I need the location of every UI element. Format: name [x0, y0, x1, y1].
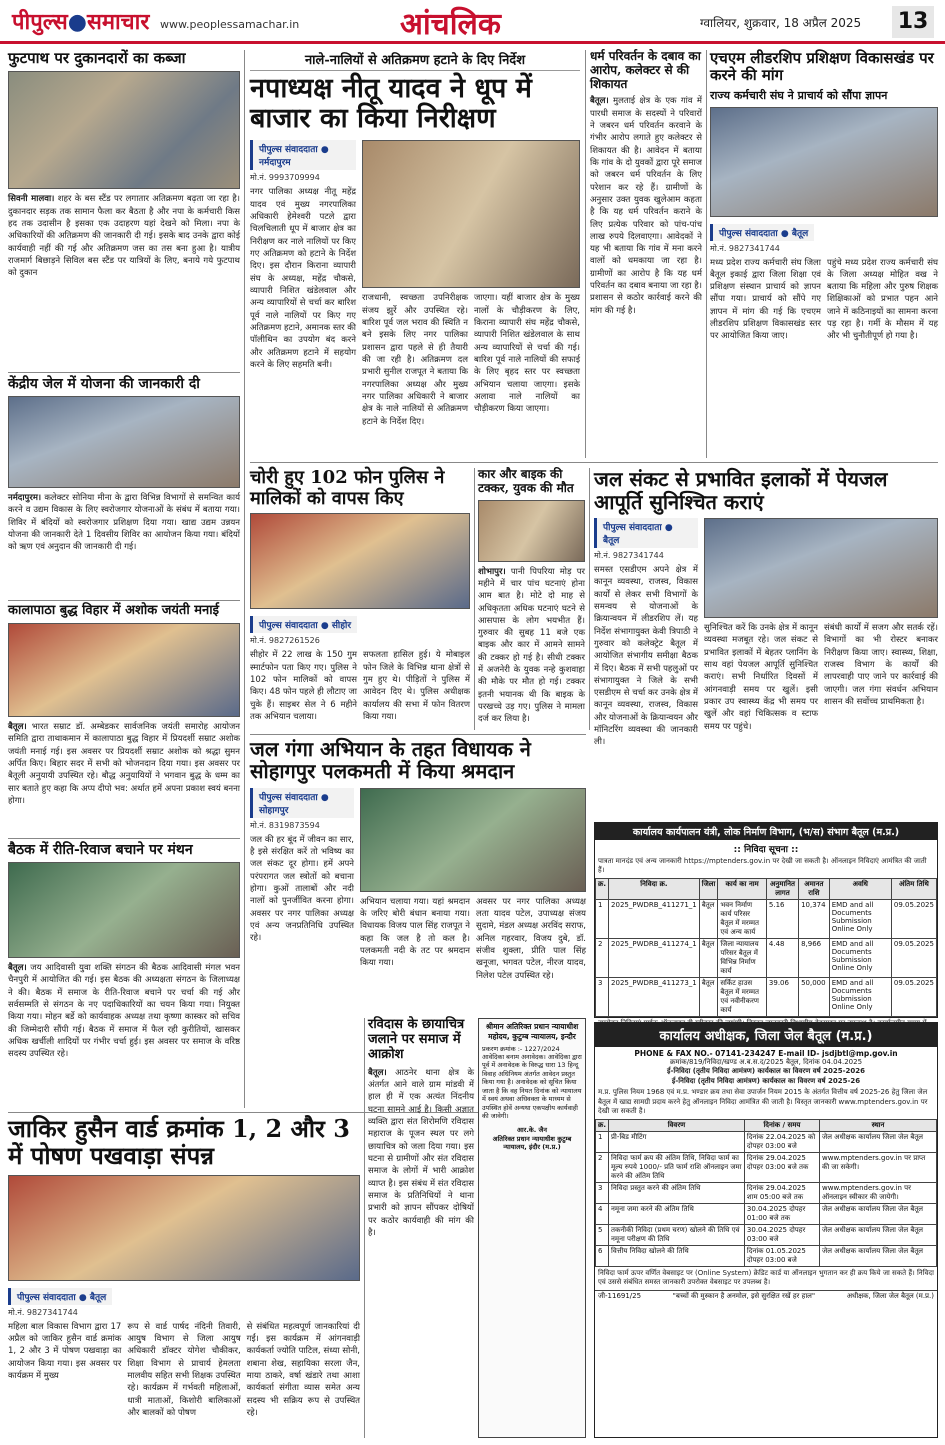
jail-table-row	[596, 1245, 937, 1266]
article-byline: पीपुल्स संवाददाता ● सोहागपुर	[250, 788, 354, 818]
article-text: समस्त एसडीएम अपने क्षेत्र में कानून व्यवस्था, राजस्व, विकास कार्यों से लेकर सभी विभागों के समन्वय से योजनाओं के क्रियान्वयन में लीडरशिप लें। यह निर्देश संभागायुक्त केवी त्रिपाठी ने गुरुवार को कलेक्ट्रेट बैतूल में आयोजित संभागीय समीक्षा बैठक में दिए। बैठक में सभी पहलुओं पर संभागायुक्त ने जिले के सभी एसडीएम से चर्चा कर उनके क्षेत्र में कानून व्यवस्था, राजस्व, विकास और योजनाओं के क्रियान्वयन और मॉनिटरिंग व्यवस्था की जानकारी ली।	[594, 565, 698, 748]
pwd-table-cell: भवन निर्माण कार्य परिसर बैतूल में मरम्मत एवं अन्य कार्य	[718, 899, 767, 938]
jail-table-cell: 4	[596, 1203, 609, 1224]
jail-table-cell: नमूना जमा करने की अंतिम तिथि	[609, 1203, 745, 1224]
article-text-2: राजधानी, स्वच्छता उपनिरीक्षक संजय झुर्रे और उपस्थित रहे। बारिश पूर्व जल भराव की स्थिति न बने इसके लिए नगर पालिका प्रशासन द्वारा पहले से ही तैयारी की जा रही है। अतिक्रमण दल प्रभारी सुनील राजपूत ने बताया कि नगरपालिका अध्यक्ष और मुख्य नगर पालिका अधिकारी ने बाजार क्षेत्र के नाले नालियों से अतिक्रमण हटाने के निर्देश दिए।	[362, 293, 468, 427]
article-text: शहर के बस स्टैंड पर लगातार अतिक्रमण बढ़ता जा रहा है। दुकानदार सड़क तक सामान फैला कर बैठता है और नपा के कर्मचारी किस हद तक उदासीन है इसका एक उदाहरण यहां देखने को मिला। नपा के अधिकारियों की अतिक्रमण की जानकारी दी गई। इसके बाद उनके द्वारा कोई कार्यवाही नहीं की गई और अतिक्रमण जस का तस बना हुआ है। यात्रीय राजमार्ग बिछाड़ने सिविल बस स्टैंड पर यात्रियों के लिए, बनाये गये फुटपाथ को दुकान	[8, 194, 240, 279]
pwd-table-row	[596, 938, 937, 977]
article-photo	[8, 862, 240, 958]
jail-table-header-cell: स्थान	[820, 1119, 937, 1131]
article-photo	[478, 500, 585, 562]
article-text: भारत सम्राट डॉ. अम्बेडकर सार्वजनिक जयंती समारोह आयोजन समिति द्वारा ताथाकमान में कालापाठा बुद्ध विहार में प्रियदर्शी सम्राट अशोक जयंती मनाई गई। इस अवसर पर प्रियदर्शी सम्राट अशोक को श्रद्धा सुमन अर्पित किए।	[8, 721, 240, 769]
jail-table-cell: 5	[596, 1224, 609, 1245]
article-text-3: संबंधी कार्यों में सजग और सतर्क रहें। विभागों का भी रोस्टर बनाकर निरीक्षण किया जाए। स्वास्थ्य, शिक्षा, राजस्व विभाग के कार्यों की लापरवाही पाए जाने पर कार्रवाई की जाएगी। जल गंगा संवर्धन अभियान शासन की सर्वोच्च प्राथमिकता है।	[824, 623, 938, 707]
pwd-table-header-row	[596, 878, 937, 899]
pwd-table-header-cell: अवधि	[829, 878, 891, 899]
ad-footer-code: जी-11691/25	[598, 1291, 642, 1300]
pwd-table-header-cell: अमानत राशि	[799, 878, 830, 899]
jail-table-cell: जेल अधीक्षक कार्यालय जिला जेल बैतूल	[820, 1131, 937, 1152]
article-text: मध्य प्रदेश राज्य कर्मचारी संघ जिला बैतूल इकाई द्वारा जिला शिक्षा एवं प्रशिक्षण संस्थान प्राचार्य को ज्ञापन सौंपा गया। प्राचार्य को सौंपे गए ज्ञापन में मांग की गई कि एचएम लीडरशिप प्रशिक्षण विकासखंड स्तर पर आयोजित किया जाए।	[710, 257, 821, 342]
article-photo	[8, 623, 240, 717]
article-central-jail	[8, 376, 240, 598]
article-text: नगर पालिका अध्यक्ष नीतू महेंद्र यादव एवं मुख्य नगरपालिका अधिकारी हेमेश्वरी पटले द्वारा चिलचिलाती धूप में बाजार क्षेत्र का निरीक्षण कर नाले नालियों पर किए गए अतिक्रमण को हटाने के निर्देश दिए। इस दौरान किराना व्यापारी संघ के अध्यक्ष, महेंद्र चौकसे, व्यापारी निशित खंडेलवाल और अन्य व्यापारियों से चर्चा कर बारिश पूर्व नाले नालियों पर किए गए अतिक्रमण हटाने, अमानक स्तर की पॉलीथिन का उपयोग बंद करने और अतिक्रमण हटाने में सहयोग करने के लिए सहमति बनी।	[250, 187, 356, 370]
jail-table-cell: 3	[596, 1182, 609, 1203]
article-body	[8, 721, 240, 807]
ad-subtitle-2: ई-निविदा (तृतीय निविदा आमंत्रण) कार्यकाल का विवरण वर्ष 2025-26	[671, 1076, 861, 1085]
website-link[interactable]: www.peoplessamachar.in	[160, 18, 300, 31]
jail-table-cell: निविदा प्रस्तुत करने की अंतिम तिथि	[609, 1182, 745, 1203]
article-text: मुलताई क्षेत्र के एक गांव में पारधी समाज के सदस्यों ने परिवारों ने जबरन धर्म परिवर्तन करवाने के गंभीर आरोप लगाते हुए कलेक्टर से शिकायत की है। आवेदन में बताया कि गांव के दो युवकों द्वारा पूरे समाज को जबरन धर्म परिवर्तन के लिए परेशान कर रहे हैं। ग्रामीणों के अनुसार उक्त युवक खुलेआम कहता है कि यह धर्म परिवर्तन कराने के लिए प्रत्येक परिवार को पांच-पांच लाख रुपये दिलवाएगा। आवेदकों ने यह भी बताया कि गांव में मना करने वालों को धमकाया जा रहा है। ग्रामीणों का आरोप है कि यह धर्म परिवर्तन का दबाव बनाया जा रहा है। प्रशासन से कठोर कार्रवाई करने की मांग की गई है।	[590, 96, 703, 316]
ad-contact: PHONE & FAX NO.- 07141-234247 E-mail ID- jsdjbtl@mp.gov.in	[634, 1049, 898, 1058]
jail-table-cell: जेल अधीक्षक कार्यालय जिला जेल बैतूल	[820, 1203, 937, 1224]
article-text-2: खाद्य उद्यम उन्नयन योजना की जानकारी देते 1 दिवसीय शिविर का आयोजन किया गया। बंदियों को ऋण एवं अनुदान की जानकारी दी गई।	[8, 517, 240, 553]
article-jal-ganga	[250, 738, 586, 1014]
newspaper-logo[interactable]	[12, 6, 149, 36]
article-headline: केंद्रीय जेल में योजना की जानकारी दी	[8, 376, 200, 392]
article-photo	[8, 71, 240, 189]
pwd-table-cell: EMD and all Documents Submission Online Only	[829, 938, 891, 977]
masthead	[0, 0, 945, 44]
jail-table-row	[596, 1203, 937, 1224]
article-text-2: रूप से वार्ड पार्षद नंदिनी तिवारी, आयुष विभाग से जिला आयुष अधिकारी डॉक्टर योगेश चौकीकर, शिक्षा विभाग से प्राचार्य हेमलता मालवीय सहित सभी शिक्षक उपस्थित रहे। कार्यक्रम में गर्भवती महिलाओं, धात्री माताओं, किशोरी बालिकाओं और बालकों को पोषण	[127, 1321, 241, 1418]
article-body	[8, 492, 240, 554]
jail-table-cell: जेल अधीक्षक कार्यालय जिला जेल बैतूल	[820, 1224, 937, 1245]
jail-table-header-cell: विवरण	[609, 1119, 745, 1131]
article-photo	[8, 1175, 360, 1281]
ad-subtitle: :: निविदा सूचना ::	[733, 845, 799, 855]
article-nagar-nirikshan	[250, 50, 580, 458]
article-text: कलेक्टर सोनिया मीना के द्वारा विभिन्न विभागों से समन्वित कार्य करने व उद्यम विकास के लिए स्वरोजगार योजनाओं के संबंध में बताया गया। शिविर में बंदियों को स्वरोजगार प्रशिक्षण दिया गया।	[8, 493, 241, 528]
column-rule	[474, 468, 475, 730]
article-body	[8, 193, 240, 279]
jail-table-cell: 1	[596, 1131, 609, 1152]
pwd-table-cell: EMD and all Documents Submission Online Only	[829, 977, 891, 1016]
pwd-table-header-cell: अनुमानित लागत	[766, 878, 798, 899]
ad-table	[595, 1119, 937, 1267]
jail-table-cell: दिनांक 29.04.2025 शाम 05:00 बजे तक	[744, 1182, 819, 1203]
pwd-table-cell: बैतूल	[699, 977, 718, 1016]
jail-table-row	[596, 1182, 937, 1203]
ad-note: निविदा फार्म ऊपर वर्णित वेबसाइट पर (Online System) क्रेडिट कार्ड या ऑनलाइन भुगतान कर ही क्रय किये जा सकते हैं। निविदा एवं उससे संबंधित समस्त जानकारी उपरोक्त वेबसाइट पर उपलब्ध है।	[598, 1268, 934, 1287]
article-headline: नपाध्यक्ष नीतू यादव ने धूप में बाजार का किया निरीक्षण	[250, 73, 532, 135]
logo-right-text: समाचार	[86, 9, 150, 35]
ad-ref: क्रमांक/819/निविदा/खण्ड अ.ब.स.द/2025 बैतूल, दिनांक 04.04.2025	[669, 1058, 863, 1066]
article-text: महिला बाल विकास विभाग द्वारा 17 अप्रैल को जाकिर हुसैन वार्ड क्रमांक 1, 2 और 3 में पोषण पखवाड़ा का आयोजन किया गया। इस अवसर पर कार्यक्रम में मुख्य	[8, 1321, 122, 1381]
article-lead: बैतूल।	[8, 963, 27, 974]
ad-jail-tender	[594, 1022, 938, 1438]
jail-table-cell: www.mptenders.gov.in पर ऑनलाइन स्वीकार की जायेगी।	[820, 1182, 937, 1203]
article-photo	[704, 518, 938, 618]
pwd-table-cell: 4.48	[766, 938, 798, 977]
ad-pwd-tender	[594, 822, 938, 1018]
pwd-table-cell: 3	[596, 977, 609, 1016]
pwd-table-cell: 5.16	[766, 899, 798, 938]
pwd-table-cell: 2025_PWDRB_411271_1	[609, 899, 700, 938]
article-body	[478, 566, 585, 726]
pwd-table-cell: 50,000	[799, 977, 830, 1016]
article-body	[368, 1067, 474, 1239]
pwd-table-cell: EMD and all Documents Submission Online Only	[829, 899, 891, 938]
section-title: आंचलिक	[400, 7, 501, 42]
ad-subtitle-1: ई-निविदा (तृतीय निविदा आमंत्रण) कार्यकाल का विवरण वर्ष 2025-2026	[667, 1067, 865, 1076]
article-jal-sankat	[594, 468, 938, 818]
pwd-table-header-cell: जिला	[699, 878, 718, 899]
ad-table	[595, 878, 937, 1017]
jail-table-cell: 30.04.2025 दोपहर 03:00 बजे	[744, 1224, 819, 1245]
divider	[250, 462, 938, 463]
pwd-table-header-cell: निविदा क्र.	[609, 878, 700, 899]
article-byline: पीपुल्स संवाददाता ● बैतूल	[594, 518, 698, 548]
article-headline: एचएम लीडरशिप प्रशिक्षण विकासखंड पर करने की मांग	[710, 49, 934, 85]
article-byline: पीपुल्स संवाददाता ● बैतूल	[8, 1288, 112, 1305]
article-byline: पीपुल्स संवाददाता ● बैतूल	[710, 224, 814, 241]
article-text: सीहोर में 22 लाख के 150 गुम स्मार्टफोन पता किए गए। पुलिस ने 102 फोन मालिकों को वापस किए। 48 फोन पहले ही लौटाए जा चुके हैं। साइबर सेल ने 6 महीने तक अभियान चलाया।	[250, 650, 357, 722]
article-byline: पीपुल्स संवाददाता ● नर्मदापुरम	[250, 140, 356, 170]
article-mobile: मो.नं. 9827341744	[8, 1307, 78, 1317]
article-lead: शोभापुर।	[478, 566, 506, 577]
legal-title: श्रीमान अतिरिक्त प्रधान न्यायाधीश महोदय, कुटुम्ब न्यायालय, इन्दौर	[485, 1022, 579, 1041]
article-headline: जाकिर हुसैन वार्ड क्रमांक 1, 2 और 3 में पोषण पखवाड़ा संपन्न	[8, 1114, 350, 1170]
column-rule	[589, 468, 590, 730]
article-body	[8, 962, 240, 1061]
article-headline: चोरी हुए 102 फोन पुलिस ने मालिकों को वापस किए	[250, 467, 445, 509]
column-rule	[706, 50, 707, 458]
article-text: जय आदिवासी युवा शक्ति संगठन की बैठक आदिवासी मंगल भवन चैनपुरी में आयोजित की गई। इस बैठक की अध्यक्षता संगठन के जिलाध्यक्ष ने की। बैठक में समाज के रीति-रिवाज बचाने पर चर्चा की गई और सर्वसम्मति से संगठन के नए पदाधिकारियों का चयन किया गया।	[8, 963, 241, 1011]
divider	[8, 600, 240, 601]
article-text-3: जाएगा। यहीं बाजार क्षेत्र के मुख्य नालों के चौड़ीकरण के लिए, किराना व्यापारी संघ महेंद्र चौकसे, व्यापारी निशित खंडेलवाल के साथ अन्य व्यापारियों से चर्चा की गई। बारिश पूर्व नाले नालियों की सफाई के लिए बृहद स्तर पर स्वच्छता अभियान चलाया जाएगा। इसके अलावा नाले नालियों का चौड़ीकरण किया जाएगा।	[474, 293, 580, 415]
article-headline: बैठक में रीति-रिवाज बचाने पर मंथन	[8, 842, 193, 858]
article-poshan-pakhwada	[8, 1116, 360, 1438]
pwd-table-header-cell: अंतिम तिथि	[891, 878, 936, 899]
legal-notice-court	[478, 1018, 586, 1438]
logo-left-text: पीपुल्स	[12, 9, 68, 35]
article-dharm-parivartan	[590, 50, 702, 458]
dateline: ग्वालियर, शुक्रवार, 18 अप्रैल 2025	[700, 16, 862, 30]
divider	[8, 838, 240, 839]
jail-table-cell: प्री-बिड मीटिंग	[609, 1131, 745, 1152]
article-photo	[8, 396, 240, 488]
column-rule	[244, 50, 245, 1108]
ad-intro: पात्रता मानदंड एवं अन्य जानकारी https://mptenders.gov.in पर देखी जा सकती है। ऑनलाइन निविदाएं आमंत्रित की जाती हैं।	[598, 857, 927, 875]
pwd-table-header-cell: कार्य का नाम	[718, 878, 767, 899]
article-mobile: मो.नं. 9827341744	[710, 243, 780, 253]
article-mobile: मो.नं. 9993709994	[250, 173, 320, 183]
article-headline: कार और बाइक की टक्कर, युवक की मौत	[478, 467, 574, 495]
jail-table-header-row	[596, 1119, 937, 1131]
pwd-table-cell: 09.05.2025	[891, 938, 936, 977]
pwd-table-cell: बैतूल	[699, 938, 718, 977]
article-headline: रविदास के छायाचित्र जलाने पर समाज में आक्रोश	[368, 1017, 465, 1062]
article-headline: कालापाठा बुद्ध विहार में अशोक जयंती मनाई	[8, 603, 219, 618]
jail-table-cell: दिनांक 01.05.2025 दोपहर 03:00 बजे	[744, 1245, 819, 1266]
article-photo	[362, 140, 580, 288]
article-text-2: नियुक्त किया गया। मोहन बर्डे को कार्यवाहक अध्यक्ष तथा कृष्णा कास्कर को सचिव की जिम्मेदारी सौंपी गई। बैठक में समाज में फैल रही कुरीतियों, खासकर अधिक खर्चीली शादियों पर गंभीर चर्चा हुई। इस अवसर पर समाज के वरिष्ठ सदस्य उपस्थित रहे।	[8, 1000, 241, 1060]
article-kicker: नाले-नालियों से अतिक्रमण हटाने के दिए निर्देश	[250, 50, 580, 71]
pwd-table-cell: 39.06	[766, 977, 798, 1016]
pwd-table-cell: 09.05.2025	[891, 977, 936, 1016]
divider	[250, 734, 586, 735]
article-text: पानी पिपरिया मोड़ पर महीने में चार पांच घटनाएं होना आम बात है। मोटे दो माह से अधिकृतता अधिक घटनाएं घटने से आसपास के लोग भयभीत हैं। गुरुवार की सुबह 11 बजे एक बाइक और कार में आमने सामने की टक्कर हो गई है। सीधी टक्कर में अजनेरी के युवक नन्हे कुशवाहा की मौके पर मौत हो गई। टक्कर इतनी भयानक थी कि बाइक के परखच्चे उड़ गए। पुलिस ने मामला दर्ज कर लिया है।	[478, 566, 585, 725]
jail-table-cell: दिनांक 22.04.2025 को दोपहर 03:00 बजे	[744, 1131, 819, 1152]
article-photo	[710, 107, 938, 217]
article-photo	[250, 513, 470, 609]
ad-title: कार्यालय अधीक्षक, जिला जेल बैतूल (म.प्र.)	[595, 1023, 937, 1047]
jail-table-cell: तकनीकी निविदा (प्रथम चरण) खोलने की तिथि एवं नमूना परीक्षण की तिथि	[609, 1224, 745, 1245]
legal-signature: आर.के. जैन	[517, 1126, 547, 1135]
ad-title: कार्यालय कार्यपालन यंत्री, लोक निर्माण विभाग, (भ/स) संभाग बैतूल (म.प्र.)	[595, 823, 937, 840]
divider	[8, 372, 240, 373]
article-accident	[478, 468, 585, 730]
pwd-table-cell: सर्किट हाउस बैतूल में मरम्मत एवं नवीनीकरण कार्य	[718, 977, 767, 1016]
jail-table-row	[596, 1224, 937, 1245]
pwd-table-row	[596, 977, 937, 1016]
article-photo	[360, 788, 586, 892]
column-rule	[585, 50, 586, 458]
pwd-table-cell: 8,966	[799, 938, 830, 977]
article-lead: बैतूल।	[368, 1067, 387, 1078]
jail-table-cell: दिनांक 29.04.2025 दोपहर 03:00 बजे तक	[744, 1152, 819, 1182]
pwd-table-cell: 09.05.2025	[891, 899, 936, 938]
legal-footer: अतिरिक्त प्रधान न्यायाधीश कुटुम्ब न्यायालय, इंदौर (म.प्र.)	[492, 1134, 572, 1152]
article-riti-riwaj	[8, 842, 240, 1110]
article-text: आठनेर थाना क्षेत्र के अंतर्गत आने वाले ग्राम मांडवी में हाल ही में एक अत्यंत निंदनीय घटना सामने आई है। किसी अज्ञात व्यक्ति द्वारा संत शिरोमणि रविदास महाराज के पूजन स्थल पर लगे छायाचित्र को जला दिया गया। इस घटना से ग्रामीणों और संत रविदास समाज के लोगों में भारी आक्रोश व्याप्त है। इस संबंध में संत रविदास समाज के प्रतिनिधियों ने थाना प्रभारी को ज्ञापन सौंपकर दोषियों पर कठोर कार्यवाही की मांग की है।	[368, 1067, 474, 1238]
jail-table-cell: 30.04.2025 दोपहर 01:00 बजे तक	[744, 1203, 819, 1224]
ad-signatory: अधीक्षक, जिला जेल बैतूल (म.प्र.)	[846, 1291, 934, 1300]
column-rule	[364, 1018, 365, 1438]
article-lead: बैतूल।	[8, 721, 27, 732]
jail-table-cell: 2	[596, 1152, 609, 1182]
article-text-3: से संबंधित महत्वपूर्ण जानकारियां दी गईं। इस कार्यक्रम में आंगनवाड़ी कार्यकर्ता ज्योति पाटिल, संध्या सोनी, शबाना शेख, सहायिका सरला जैन, माया ठाकरे, वर्षा खंडारे तथा आशा कार्यकर्ता संगीता व्यास समेत अन्य सदस्य भी सक्रिय रूप से उपस्थित रहे।	[246, 1321, 360, 1418]
article-hm-leadership	[710, 50, 938, 458]
article-mobile: मो.नं. 9827341744	[594, 551, 664, 560]
jail-table-cell: www.mptenders.gov.in पर प्राप्त की जा सकेगी।	[820, 1152, 937, 1182]
pwd-table-cell: 2	[596, 938, 609, 977]
pwd-table-header-cell: क्र.	[596, 878, 609, 899]
article-lead: सिवनी मालवा।	[8, 194, 55, 205]
article-headline: जल गंगा अभियान के तहत विधायक ने सोहागपुर पलकमती में किया श्रमदान	[250, 737, 531, 784]
article-mobile: मो.नं. 9827261526	[250, 636, 320, 646]
pwd-table-cell: जिला न्यायालय परिसर बैतूल में विभिन्न निर्माण कार्य	[718, 938, 767, 977]
article-subhead: राज्य कर्मचारी संघ ने प्राचार्य को सौंपा ज्ञापन	[710, 88, 888, 102]
article-footpath	[8, 50, 240, 370]
article-headline: जल संकट से प्रभावित इलाकों में पेयजल आपूर्ति सुनिश्चित कराएं	[594, 467, 888, 514]
pwd-table-cell: 1	[596, 899, 609, 938]
article-ravidas	[368, 1018, 474, 1438]
article-stolen-phones	[250, 468, 470, 730]
article-text-2: बिहार सदर में सभी को भोजनदान दिया गया। इस अवसर पर बैतूली अनुयायी उपस्थित रहे। बौद्ध अनुयायियों ने भगवान बुद्ध के धम्म का सार बताते हुए कहा कि अप्प दीपो भव: अर्थात हमें अपना प्रकाश स्वयं बनना होगा।	[8, 758, 241, 806]
pwd-table-cell: बैतूल	[699, 899, 718, 938]
article-text-2: अभियान चलाया गया। यहां श्रमदान के जरिए बोरी बंधान बनाया गया। विधायक विजय पाल सिंह राजपूत ने कहा कि जल है तो कल है। पलकमती नदी के तट पर श्रमदान किया गया।	[360, 896, 470, 969]
pwd-table-cell: 2025_PWDRB_411274_1	[609, 938, 700, 977]
article-headline: धर्म परिवर्तन के दबाव का आरोप, कलेक्टर से की शिकायत	[590, 49, 701, 91]
logo-dot-icon: ●	[67, 9, 87, 35]
article-text: जल की हर बूंद में जीवन का सार, है इसे संरक्षित करें तो भविष्य का जल संकट दूर होगा। हमें अपने परंपरागत जल स्त्रोतों को बचाना होगा। कुओं तालाबों और नदी नालों को पुनर्जीवित करना होगा। अवसर पर नगर पालिका अध्यक्ष एवं अन्य जनप्रतिनिधि उपस्थित रहे।	[250, 834, 354, 944]
article-lead: बैतूल।	[590, 96, 609, 107]
jail-table-cell: जेल अधीक्षक कार्यालय जिला जेल बैतूल	[820, 1245, 937, 1266]
jail-table-row	[596, 1152, 937, 1182]
article-body	[590, 95, 702, 317]
article-text-3: अवसर पर नगर पालिका अध्यक्ष लता यादव पटेल, उपाध्यक्ष संजय सुदामे, मंडल अध्यक्ष अरविंद सराफ, अनिल गहरवार, विजय दुबे, डॉ. संजीव शुक्ला, प्रीति पाल सिंह खनूजा, भगवत पटेल, नीरज यादव, निलेश पटेल उपस्थित रहे।	[476, 896, 586, 981]
jail-table-cell: वित्तीय निविदा खोलने की तिथि	[609, 1245, 745, 1266]
jail-table-row	[596, 1131, 937, 1152]
article-text-2: पहुंचे मध्य प्रदेश राज्य कर्मचारी संघ के जिला अध्यक्ष मोहित वख ने बताया कि महिला और पुरुष शिक्षक शिक्षिकाओं को प्रभात पहन आने जाने में कठिनाइयों का सामना करना पड़ रहा है। गर्मी के मौसम में यह और भी चुनौतीपूर्ण हो गया है।	[827, 257, 938, 342]
article-mobile: मो.नं. 8319873594	[250, 820, 320, 830]
article-headline: फुटपाथ पर दुकानदारों का कब्जा	[8, 49, 186, 67]
article-buddha-vihar	[8, 604, 240, 836]
pwd-table-cell: 2025_PWDRB_411273_1	[609, 977, 700, 1016]
article-text-2: सुनिश्चित करें कि उनके क्षेत्र में कानून व्यवस्था मजबूत रहे। जल संकट से प्रभावित इलाकों में बेहतर प्लानिंग के साथ वहां पेयजल आपूर्ति सुनिश्चित कराएं। सभी निर्धारित दिवसों में आंगनवाड़ी समय पर खुलें। इसी प्रकार उप स्वास्थ्य केंद्र भी समय पर खुलें और वहां चिकित्सक व स्टाफ समय पर पहुंचे।	[704, 623, 818, 732]
jail-table-header-cell: क्र.	[596, 1119, 609, 1131]
ad-slogan: "बच्चों की मुस्कान है अनमोल, इसे सुरक्षित रखें हर हाल"	[672, 1291, 816, 1300]
article-text-2: सफलता हासिल हुई। ये मोबाइल फोन जिले के विभिन्न थाना क्षेत्रों से गुम हुए थे। पीड़ितों ने पुलिस में आवेदन दिए थे। पुलिस अधीक्षक कार्यालय की सभा में फोन वितरण किया गया।	[363, 650, 470, 722]
ad-intro: म.प्र. पुलिस नियम 1968 एवं म.प्र. भण्डार क्रय तथा सेवा उपार्जन नियम 2015 के अंतर्गत वित्तीय वर्ष 2025-26 हेतु जिला जेल बैतूल में खाद्य सामग्री प्रदाय करने हेतु ऑनलाइन निविदा आमंत्रित की जाती है। विस्तृत जानकारी www.mptenders.gov.in पर देखी जा सकती है।	[598, 1088, 928, 1116]
pwd-table-cell: 10,374	[799, 899, 830, 938]
legal-body: प्रकरण क्रमांक :- 1227/2024 आवेदिका बनाम अनावेदक। आवेदिका द्वारा पूर्व में अनावेदक के विरुद्ध धारा 13 हिन्दू विवाह अधिनियम अंतर्गत आवेदन प्रस्तुत किया गया है। अनावेदक को सूचित किया जाता है कि वह नियत दिनांक को न्यायालय में स्वयं अथवा अधिवक्ता के माध्यम से उपस्थित होवें अन्यथा एकपक्षीय कार्यवाही की जावेगी।	[482, 1044, 582, 1120]
jail-table-header-cell: दिनांक / समय	[744, 1119, 819, 1131]
page-number: 13	[892, 6, 934, 38]
jail-table-cell: निविदा फार्म क्रय की अंतिम तिथि, निविदा फार्म का मूल्य रुपये 1000/- प्रति फार्म राशि ऑनलाइन जमा करने की अंतिम तिथि	[609, 1152, 745, 1182]
article-byline: पीपुल्स संवाददाता ● सीहोर	[250, 616, 357, 633]
jail-table-cell: 6	[596, 1245, 609, 1266]
pwd-table-row	[596, 899, 937, 938]
article-lead: नर्मदापुरम।	[8, 493, 42, 504]
